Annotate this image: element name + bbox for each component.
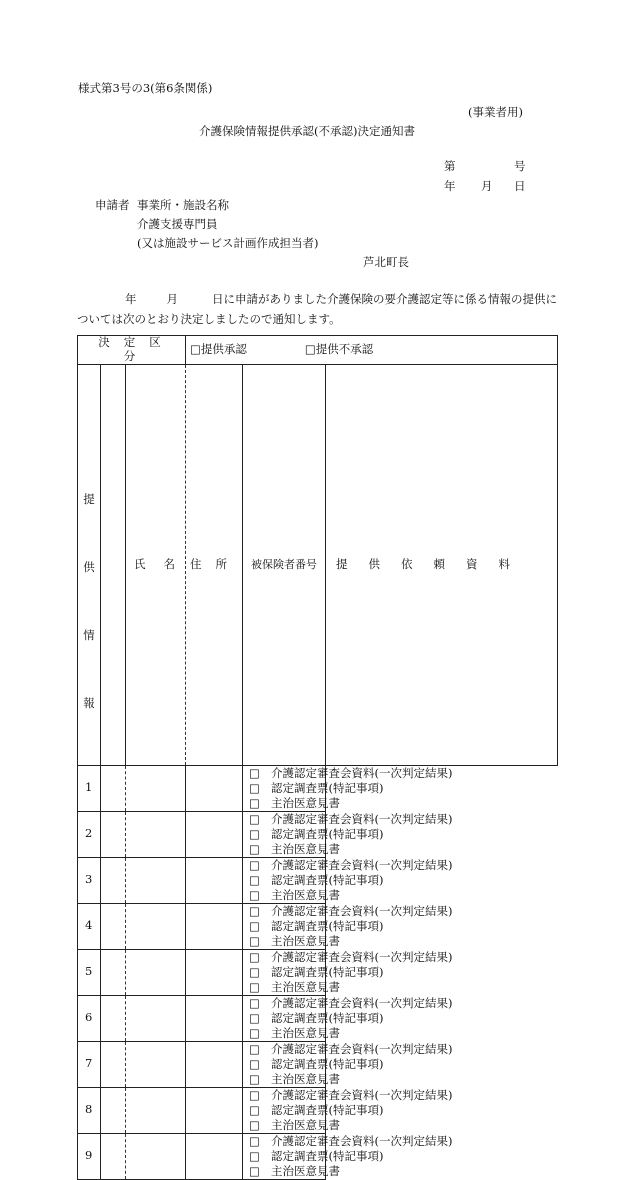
name-cell[interactable] [101,903,126,949]
requested-materials-cell [243,1041,453,1087]
material-option-label: 主治医意見書 [271,1163,341,1178]
header-requested-materials: 提供依頼資料 [326,364,558,765]
document-number-label: 第 [444,159,456,173]
table-row [78,811,558,857]
checkbox-icon[interactable]: □ [249,765,260,780]
requested-materials-cell [243,811,453,857]
material-option[interactable] [249,872,384,888]
header-name-char-2: 名 [163,556,175,571]
checkbox-icon[interactable]: □ [249,1133,260,1148]
reject-checkbox-option[interactable]: □提供不承認 [304,341,374,356]
address-cell[interactable] [126,1087,186,1133]
material-option[interactable] [249,1133,453,1149]
section-label-char-2: 供 [83,559,95,574]
material-option-label: 主治医意見書 [271,979,341,994]
applicant-label: 申請者 [95,198,130,212]
requested-materials-cell [243,857,453,903]
material-option[interactable] [249,1041,453,1057]
material-option-label: 認定調査票(特記事項) [271,1010,384,1025]
body-month-label: 月 [166,292,178,306]
checkbox-icon[interactable]: □ [249,1163,260,1178]
table-row [78,1087,558,1133]
section-label-char-1: 提 [83,491,95,506]
date-day-label: 日 [514,179,526,193]
checkbox-icon[interactable]: □ [249,918,260,933]
checkbox-icon[interactable]: □ [249,857,260,872]
material-option-label: 主治医意見書 [271,841,341,856]
checkbox-icon[interactable]: □ [249,811,260,826]
table-row [78,903,558,949]
checkbox-icon[interactable]: □ [249,1025,260,1040]
material-option-label: 主治医意見書 [271,1117,341,1132]
section-label-char-3: 情 [83,627,95,642]
material-option[interactable] [249,1102,384,1118]
header-insured-number: 被保険者番号 [243,364,326,765]
requested-materials-cell [243,903,453,949]
material-option-label: 介護認定審査会資料(一次判定結果) [271,1041,453,1056]
material-option[interactable] [249,826,384,842]
row-number: 7 [78,1041,101,1087]
checkbox-icon[interactable]: □ [249,1087,260,1102]
name-cell[interactable] [101,995,126,1041]
material-option[interactable] [249,903,453,919]
material-option[interactable] [249,841,341,857]
user-type-label: (事業者用) [468,105,523,119]
requested-materials-cell [243,765,453,811]
row-number: 4 [78,903,101,949]
name-cell[interactable] [101,811,126,857]
requested-materials-cell [243,1133,453,1179]
checkbox-icon[interactable]: □ [249,1071,260,1086]
material-option[interactable] [249,949,453,965]
checkbox-icon[interactable]: □ [249,780,260,795]
material-option[interactable] [249,1010,384,1026]
material-option[interactable] [249,933,341,949]
body-paragraph-line-1 [91,293,557,307]
checkbox-icon[interactable]: □ [249,1010,260,1025]
checkbox-icon[interactable]: □ [249,1102,260,1117]
material-option[interactable] [249,780,384,796]
material-option-label: 介護認定審査会資料(一次判定結果) [271,1087,453,1102]
applicant-care-manager-label: 介護支援専門員 [137,217,218,231]
issuer-name: 芦北町長 [363,255,409,269]
date-year-label: 年 [444,179,456,193]
material-option-label: 認定調査票(特記事項) [271,964,384,979]
date-month-label: 月 [481,179,493,193]
checkbox-icon[interactable]: □ [249,1056,260,1071]
table-row [78,857,558,903]
header-address [186,364,243,765]
address-cell[interactable] [126,811,186,857]
header-name-char-1: 氏 [134,556,146,571]
checkbox-icon[interactable]: □ [249,887,260,902]
requested-materials-cell [243,1087,453,1133]
table-row [78,949,558,995]
checkbox-icon[interactable]: □ [249,1117,260,1132]
approve-checkbox-option[interactable]: □提供承認 [190,341,247,356]
applicant-facility-name-label: 事業所・施設名称 [137,198,229,212]
row-number: 5 [78,949,101,995]
material-option[interactable] [249,857,453,873]
material-option-label: 認定調査票(特記事項) [271,872,384,887]
body-year-label: 年 [125,292,137,306]
checkbox-icon[interactable]: □ [249,964,260,979]
name-cell[interactable] [101,857,126,903]
material-option-label: 介護認定審査会資料(一次判定結果) [271,903,453,918]
insured-number-cell[interactable] [186,857,243,903]
table-row [78,995,558,1041]
checkbox-icon[interactable]: □ [249,1148,260,1163]
document-number-suffix: 号 [514,159,526,173]
checkbox-icon[interactable]: □ [249,979,260,994]
header-address-char-2: 所 [215,556,228,571]
material-option[interactable] [249,1148,384,1164]
material-option[interactable] [249,918,384,934]
material-option[interactable] [249,887,341,903]
row-number: 3 [78,857,101,903]
material-option[interactable] [249,1056,384,1072]
insured-number-cell[interactable] [186,1087,243,1133]
material-option-label: 介護認定審査会資料(一次判定結果) [271,1133,453,1148]
material-option[interactable] [249,964,384,980]
checkbox-icon[interactable]: □ [249,903,260,918]
address-cell[interactable] [126,1133,186,1179]
material-option[interactable] [249,811,453,827]
table-row [78,1041,558,1087]
material-option-label: 介護認定審査会資料(一次判定結果) [271,765,453,780]
checkbox-icon[interactable]: □ [249,1041,260,1056]
material-option[interactable] [249,995,453,1011]
row-number: 1 [78,765,101,811]
row-number: 8 [78,1087,101,1133]
provision-info-table [77,335,558,1180]
address-cell[interactable] [126,949,186,995]
section-label-char-4: 報 [83,695,95,710]
requested-materials-cell [243,949,453,995]
material-option-label: 介護認定審査会資料(一次判定結果) [271,811,453,826]
material-option[interactable] [249,1117,341,1133]
insured-number-cell[interactable] [186,1041,243,1087]
row-number: 6 [78,995,101,1041]
checkbox-icon[interactable]: □ [249,933,260,948]
insured-number-cell[interactable] [186,995,243,1041]
material-option-label: 主治医意見書 [271,1025,341,1040]
address-cell[interactable] [126,1041,186,1087]
header-name [126,364,186,765]
material-option-label: 認定調査票(特記事項) [271,918,384,933]
checkbox-icon[interactable]: □ [249,995,260,1010]
requested-materials-cell [243,995,453,1041]
material-option[interactable] [249,979,341,995]
insured-number-cell[interactable] [186,765,243,811]
name-cell[interactable] [101,1133,126,1179]
material-option-label: 主治医意見書 [271,887,341,902]
row-number: 9 [78,1133,101,1179]
material-option-label: 介護認定審査会資料(一次判定結果) [271,949,453,964]
material-option-label: 認定調査票(特記事項) [271,826,384,841]
checkbox-icon[interactable]: □ [249,826,260,841]
address-cell[interactable] [126,995,186,1041]
address-cell[interactable] [126,765,186,811]
material-option-label: 認定調査票(特記事項) [271,1148,384,1163]
material-option-label: 介護認定審査会資料(一次判定結果) [271,857,453,872]
header-row-number-cell [101,364,126,765]
form-number: 様式第3号の3(第6条関係) [78,81,213,95]
name-cell[interactable] [101,765,126,811]
material-option[interactable] [249,1025,341,1041]
material-option[interactable] [249,1087,453,1103]
insured-number-cell[interactable] [186,811,243,857]
insured-number-cell[interactable] [186,903,243,949]
material-option-label: 認定調査票(特記事項) [271,780,384,795]
provided-info-section-label [78,364,101,765]
table-row [78,1133,558,1179]
insured-number-cell[interactable] [186,949,243,995]
body-day-text: 日に申請がありました介護保険の要介護認定等に係る情報の提供に [212,292,557,306]
material-option-label: 主治医意見書 [271,795,341,810]
name-cell[interactable] [101,949,126,995]
checkbox-icon[interactable]: □ [249,949,260,964]
insured-number-cell[interactable] [186,1133,243,1179]
checkbox-icon[interactable]: □ [249,872,260,887]
material-option[interactable] [249,1071,341,1087]
checkbox-icon[interactable]: □ [249,795,260,810]
material-option[interactable] [249,765,453,781]
address-cell[interactable] [126,857,186,903]
table-row [78,765,558,811]
checkbox-icon[interactable]: □ [249,841,260,856]
name-cell[interactable] [101,1087,126,1133]
material-option[interactable] [249,795,341,811]
material-option-label: 認定調査票(特記事項) [271,1102,384,1117]
material-option-label: 認定調査票(特記事項) [271,1056,384,1071]
material-option-label: 介護認定審査会資料(一次判定結果) [271,995,453,1010]
material-option-label: 主治医意見書 [271,933,341,948]
decision-category-label: 決定区分 [78,336,186,365]
document-title: 介護保険情報提供承認(不承認)決定通知書 [199,124,415,138]
row-number: 2 [78,811,101,857]
material-option-label: 主治医意見書 [271,1071,341,1086]
material-option[interactable] [249,1163,341,1179]
name-cell[interactable] [101,1041,126,1087]
body-paragraph-line-2: ついては次のとおり決定しましたので通知します。 [77,312,341,326]
decision-options [186,336,558,365]
header-address-char-1: 住 [190,556,202,571]
address-cell[interactable] [126,903,186,949]
applicant-planner-label: (又は施設サービス計画作成担当者) [137,236,319,250]
